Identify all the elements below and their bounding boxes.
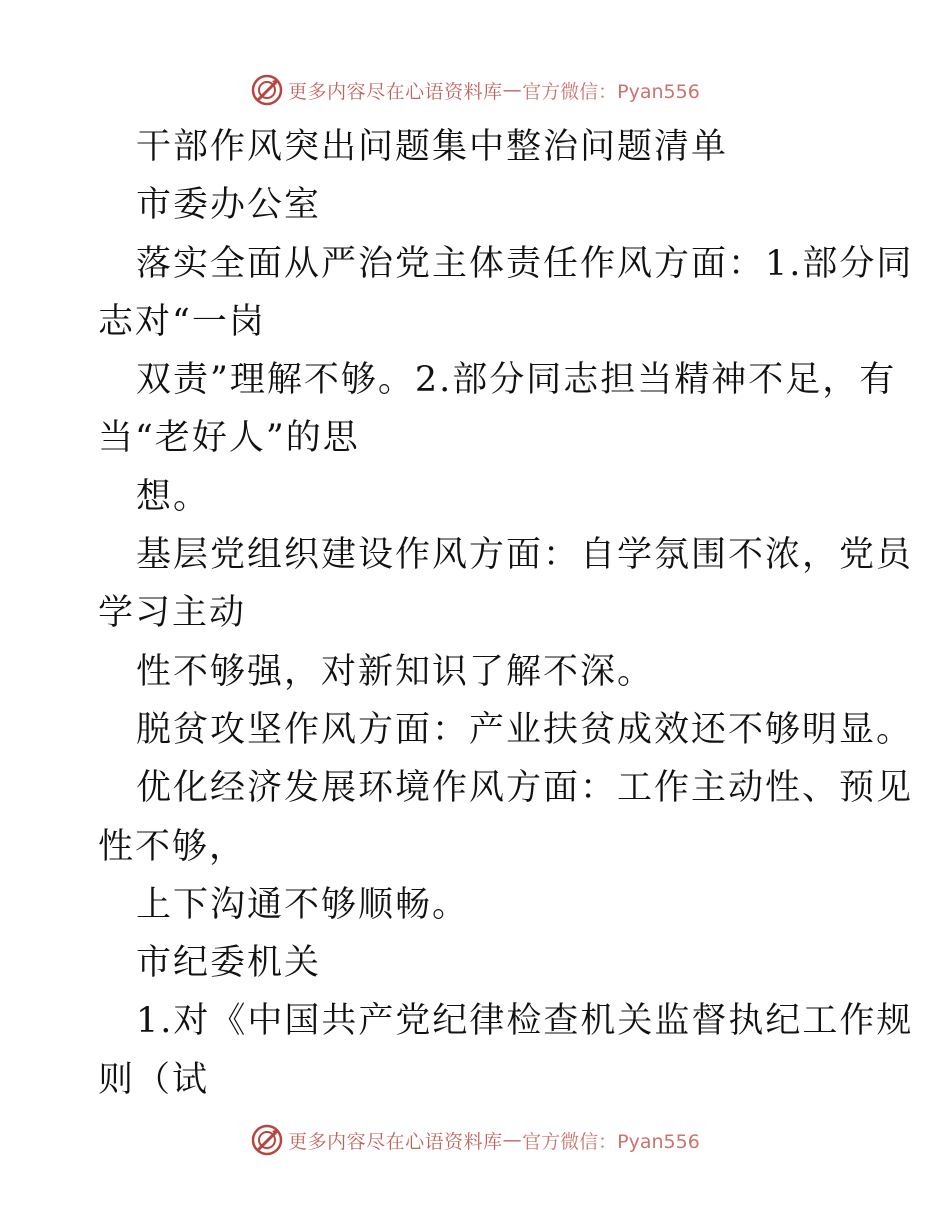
document-line: 落实全面从严治党主体责任作风方面：1.部分同 bbox=[136, 243, 914, 284]
watermark-logo-icon bbox=[250, 1123, 284, 1157]
document-line: 志对“一岗 bbox=[98, 301, 266, 342]
watermark-text: 更多内容尽在心语资料库 bbox=[288, 1130, 503, 1153]
document-line: 市纪委机关 bbox=[136, 943, 322, 984]
watermark-separator: — bbox=[502, 79, 523, 101]
watermark-contact: 官方微信：Pyan556 bbox=[522, 80, 700, 103]
watermark-text: 更多内容尽在心语资料库 bbox=[288, 80, 503, 103]
document-line: 市委办公室 bbox=[136, 185, 322, 226]
document-line: 则（试 bbox=[98, 1059, 210, 1100]
document-line: 基层党组织建设作风方面：自学氛围不浓，党员 bbox=[136, 535, 914, 576]
document-line: 学习主动 bbox=[98, 593, 247, 634]
footer-watermark bbox=[0, 1120, 950, 1160]
document-line: 性不够强，对新知识了解不深。 bbox=[136, 651, 655, 692]
document-line: 想。 bbox=[136, 476, 211, 517]
document-line: 性不够， bbox=[98, 826, 247, 867]
document-line: 当“老好人”的思 bbox=[98, 418, 360, 459]
watermark-contact: 官方微信：Pyan556 bbox=[522, 1130, 700, 1153]
document-line: 双责”理解不够。2.部分同志担当精神不足，有 bbox=[136, 360, 897, 401]
document-body bbox=[98, 118, 914, 1109]
document-line: 脱贫攻坚作风方面：产业扶贫成效还不够明显。 bbox=[136, 709, 914, 750]
header-watermark bbox=[0, 70, 950, 110]
watermark-separator: — bbox=[502, 1129, 523, 1151]
document-line: 上下沟通不够顺畅。 bbox=[136, 884, 470, 925]
document-line: 1.对《中国共产党纪律检查机关监督执纪工作规 bbox=[136, 1001, 914, 1042]
document-line: 优化经济发展环境作风方面：工作主动性、预见 bbox=[136, 768, 914, 809]
document-line: 干部作风突出问题集中整治问题清单 bbox=[136, 127, 729, 167]
watermark-logo-icon bbox=[250, 73, 284, 107]
